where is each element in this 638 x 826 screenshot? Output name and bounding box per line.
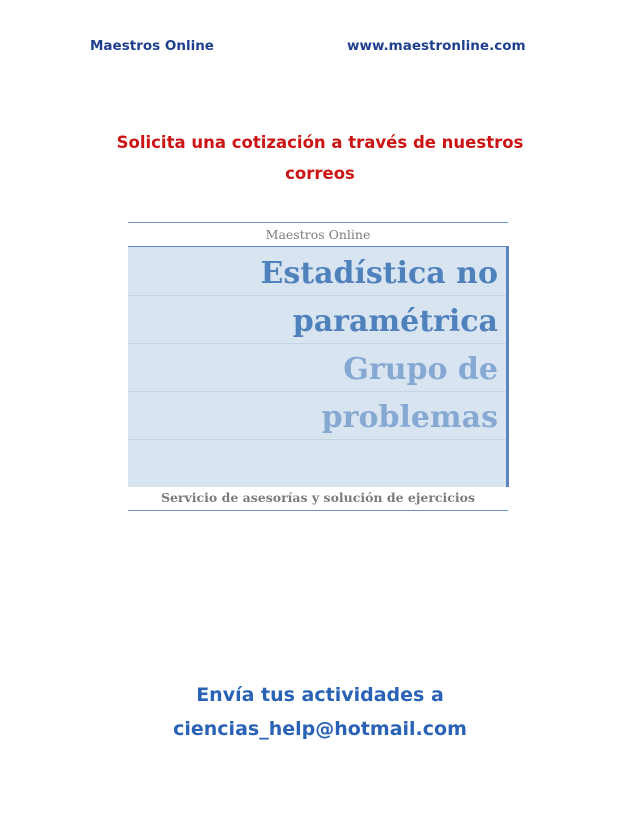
cover-title-line-1: Estadística no — [260, 256, 498, 291]
cover-top-rule — [128, 222, 508, 223]
cover-row-divider — [128, 343, 506, 344]
cover-row-divider — [128, 391, 506, 392]
cover-title-line-2: paramétrica — [292, 304, 498, 339]
quote-line-1: Solicita una cotización a través de nuestros — [116, 133, 524, 152]
cover-subtitle-line-1: Grupo de — [343, 352, 498, 387]
cover-bottom-rule — [128, 510, 508, 511]
cover-row-divider — [128, 439, 506, 440]
cover-subtitle-line-2: problemas — [321, 400, 498, 435]
cover-company-name: Maestros Online — [265, 227, 371, 242]
contact-email: ciencias_help@hotmail.com — [173, 718, 467, 740]
cover-block — [128, 222, 508, 512]
header-website-text: www.maestronline.com — [347, 38, 526, 54]
cover-row-divider — [128, 295, 506, 296]
cover-title-box — [128, 246, 509, 487]
quote-request-text — [60, 127, 580, 189]
contact-block — [60, 678, 580, 746]
cover-service-text: Servicio de asesorías y solución de ejercicios — [160, 490, 476, 505]
header-left-text: Maestros Online — [90, 38, 214, 54]
contact-line-1: Envía tus actividades a — [196, 684, 444, 706]
quote-line-2: correos — [285, 164, 355, 183]
